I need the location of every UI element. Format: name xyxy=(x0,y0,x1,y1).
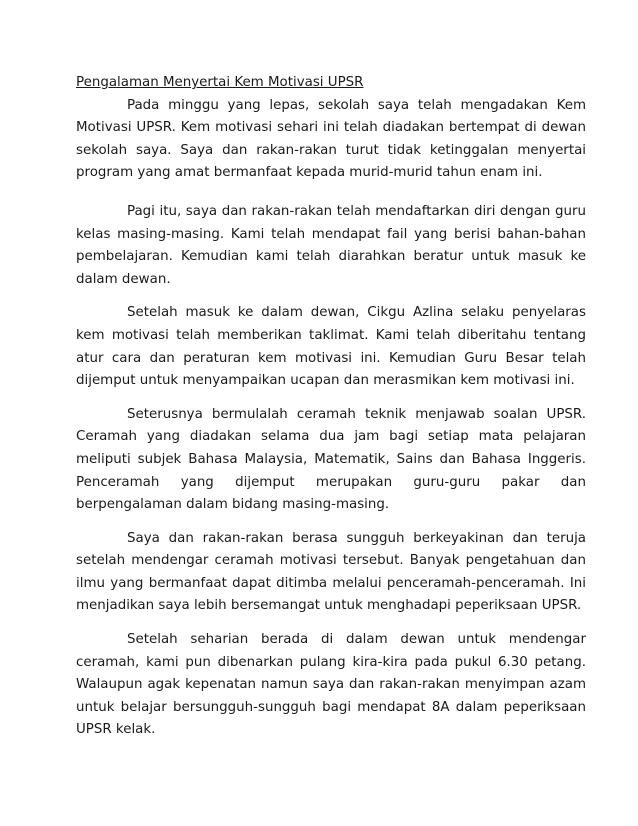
paragraph-2: Pagi itu, saya dan rakan-rakan telah mendaftarkan diri dengan guru kelas masing-masing. Kami telah mendapat fail yang berisi bahan-bahan pembelajaran. Kemudian kami telah diarahkan beratur untuk masuk ke dalam dewan. xyxy=(76,203,586,287)
paragraph-6: Setelah seharian berada di dalam dewan untuk mendengar ceramah, kami pun dibenarkan pulang kira-kira pada pukul 6.30 petang. Walaupun agak kepenatan namun saya dan rakan-rakan menyimpan azam untuk belajar bersungguh-sungguh bagi mendapat 8A dalam peperiksaan UPSR kelak. xyxy=(76,632,586,738)
paragraph-4: Seterusnya bermulalah ceramah teknik menjawab soalan UPSR. Ceramah yang diadakan selama dua jam bagi setiap mata pelajaran meliputi subjek Bahasa Malaysia, Matematik, Sains dan Bahasa Inggeris. Penceramah yang dijemput merupakan guru-guru pakar dan berpengalaman dalam bidang masing-masing. xyxy=(76,406,586,513)
paragraph-5: Saya dan rakan-rakan berasa sungguh berkeyakinan dan teruja setelah mendengar ceramah motivasi tersebut. Banyak pengetahuan dan ilmu yang bermanfaat dapat ditimba melalui penceramah-penceramah. Ini menjadikan saya lebih bersemangat untuk menghadapi peperiksaan UPSR. xyxy=(76,530,586,614)
paragraph-3: Setelah masuk ke dalam dewan, Cikgu Azlina selaku penyelaras kem motivasi telah memberikan taklimat. Kami telah diberitahu tentang atur cara dan peraturan kem motivasi ini. Kemudian Guru Besar telah dijemput untuk menyampaikan ucapan dan merasmikan kem motivasi ini. xyxy=(76,305,586,389)
document-page xyxy=(76,72,586,742)
document-title: Pengalaman Menyertai Kem Motivasi UPSR xyxy=(76,75,364,90)
paragraph-1: Pada minggu yang lepas, sekolah saya telah mengadakan Kem Motivasi UPSR. Kem motivasi sehari ini telah diadakan bertempat di dewan sekolah saya. Saya dan rakan-rakan turut tidak ketinggalan menyertai program yang amat bermanfaat kepada murid-murid tahun enam ini. xyxy=(76,97,586,181)
